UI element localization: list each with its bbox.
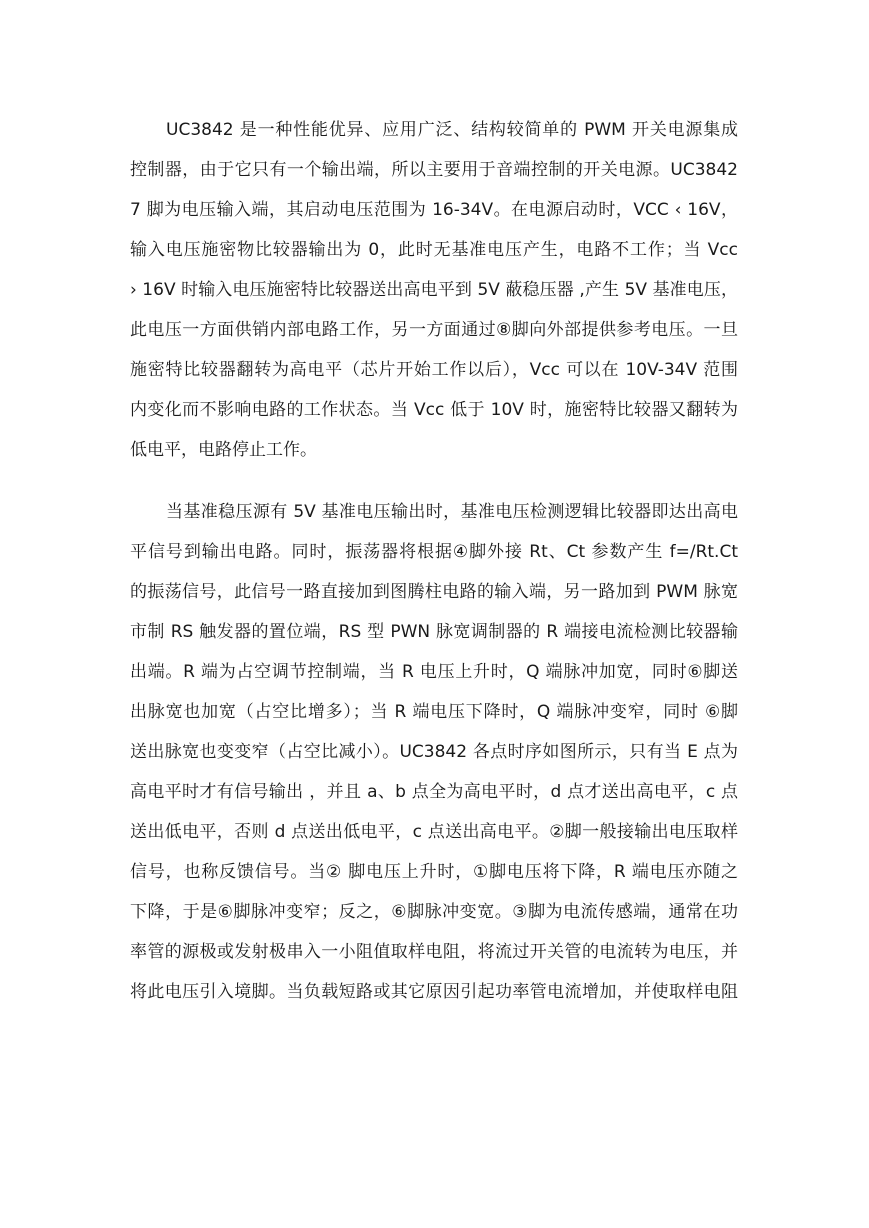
text-line: 输入电压施密物比较器输出为 0，此时无基准电压产生，电路不工作；当 Vcc [130,240,738,260]
paragraph-2 [130,492,738,1012]
text-line: 7 脚为电压输入端，其启动电压范围为 16-34V。在电源启动时，VCC ‹ 16V， [130,200,738,220]
text-line: 送出低电平，否则 d 点送出低电平，c 点送出高电平。②脚一般接输出电压取样 [130,822,738,842]
text-line: 当基准稳压源有 5V 基准电压输出时，基准电压检测逻辑比较器即达出高电 [166,502,738,522]
text-line: 的振荡信号，此信号一路直接加到图腾柱电路的输入端，另一路加到 PWM 脉宽 [130,582,738,602]
paragraph-1 [130,110,738,470]
text-line: 施密特比较器翻转为高电平（芯片开始工作以后），Vcc 可以在 10V-34V 范围 [130,360,738,380]
document-body [130,110,738,1012]
text-line: 市制 RS 触发器的置位端，RS 型 PWN 脉宽调制器的 R 端接电流检测比较器输 [130,622,738,642]
text-line: 将此电压引入境脚。当负载短路或其它原因引起功率管电流增加，并使取样电阻 [130,982,738,1002]
text-line: 出端。R 端为占空调节控制端，当 R 电压上升时，Q 端脉冲加宽，同时⑥脚送 [130,662,738,682]
text-line: 低电平，电路停止工作。 [130,440,317,460]
text-line: 出脉宽也加宽（占空比增多）；当 R 端电压下降时，Q 端脉冲变窄，同时 ⑥脚 [130,702,738,722]
text-line: 内变化而不影响电路的工作状态。当 Vcc 低于 10V 时，施密特比较器又翻转为 [130,400,738,420]
text-line: UC3842 是一种性能优异、应用广泛、结构较简单的 PWM 开关电源集成 [166,120,738,140]
text-line: 此电压一方面供销内部电路工作，另一方面通过⑧脚向外部提供参考电压。一旦 [130,320,738,340]
text-line: 率管的源极或发射极串入一小阻值取样电阻，将流过开关管的电流转为电压，并 [130,942,738,962]
text-line: 控制器，由于它只有一个输出端，所以主要用于音端控制的开关电源。UC3842 [130,160,738,180]
text-line: 信号，也称反馈信号。当② 脚电压上升时，①脚电压将下降，R 端电压亦随之 [130,862,738,882]
text-line: 平信号到输出电路。同时，振荡器将根据④脚外接 Rt、Ct 参数产生 f=/Rt.Ct [130,542,738,562]
text-line: › 16V 时输入电压施密特比较器送出高电平到 5V 蔽稳压器 ,产生 5V 基准电压， [130,280,738,300]
text-line: 下降，于是⑥脚脉冲变窄；反之，⑥脚脉冲变宽。③脚为电流传感端，通常在功 [130,902,738,922]
text-line: 送出脉宽也变变窄（占空比减小）。UC3842 各点时序如图所示，只有当 E 点为 [130,742,738,762]
text-line: 高电平时才有信号输出 ，并且 a、b 点全为高电平时，d 点才送出高电平，c 点 [130,782,738,802]
paragraph-gap [130,470,738,492]
